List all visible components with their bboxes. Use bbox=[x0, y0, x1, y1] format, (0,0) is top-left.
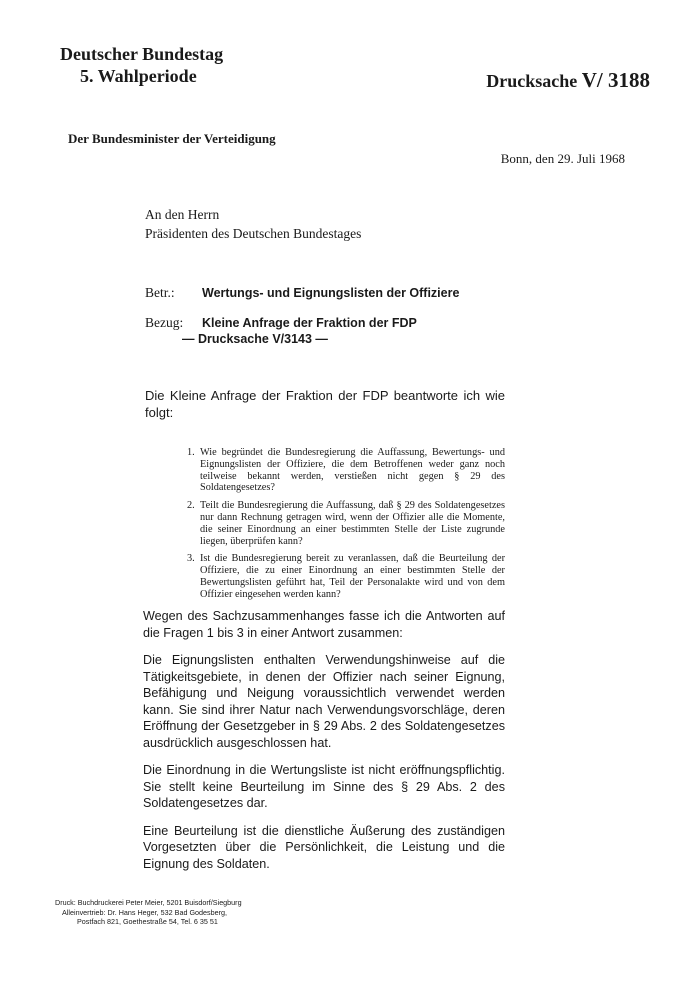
drucksache-label: Drucksache bbox=[486, 71, 578, 91]
question-list bbox=[187, 447, 505, 607]
address-line-1: An den Herrn bbox=[145, 207, 220, 222]
bundestag-header bbox=[60, 43, 223, 87]
answer-paragraph: Eine Beurteilung ist die dienstliche Äußerung des zuständigen Vorgesetzten über die Persönlichkeit, die Leistung und die Eignung des Soldaten. bbox=[143, 823, 505, 871]
question-item bbox=[187, 500, 505, 547]
question-item bbox=[187, 553, 505, 600]
imprint-line-1: Druck: Buchdruckerei Peter Meier, 5201 Buisdorf/Siegburg bbox=[55, 898, 242, 907]
bundestag-title: Deutscher Bundestag bbox=[60, 44, 224, 64]
subject-label: Betr.: bbox=[145, 285, 175, 300]
question-item bbox=[187, 447, 505, 494]
imprint-line-2: Alleinvertrieb: Dr. Hans Heger, 532 Bad Godesberg, bbox=[62, 907, 228, 917]
answer-paragraph: Wegen des Sachzusammenhanges fasse ich die Antworten auf die Fragen 1 bis 3 in einer Antwort zusammen: bbox=[143, 609, 505, 640]
printer-imprint bbox=[55, 898, 242, 927]
question-number: 1. bbox=[187, 447, 195, 458]
drucksache-number bbox=[486, 68, 650, 93]
address-line-2: Präsidenten des Deutschen Bundestages bbox=[145, 226, 362, 241]
reference-line-2: — Drucksache V/3143 — bbox=[182, 332, 328, 346]
subject-line bbox=[145, 285, 459, 301]
reference-line-1: Kleine Anfrage der Fraktion der FDP bbox=[202, 316, 417, 330]
intro-paragraph: Die Kleine Anfrage der Fraktion der FDP beantworte ich wie folgt: bbox=[145, 388, 505, 420]
question-text: Wie begründet die Bundesregierung die Auffassung, Bewertungs- und Eignungslisten der Offiziere, die dem Betroffenen weder ganz noch teilweise bekannt werden, verstießen nicht gegen § 29 des Soldatengesetzes? bbox=[200, 447, 505, 494]
question-number: 3. bbox=[187, 553, 195, 565]
drucksache-id: V/ 3188 bbox=[581, 68, 650, 92]
answer-paragraph: Die Eignungslisten enthalten Verwendungshinweise auf die Tätigkeitsgebiete, in denen der Offizier nach seiner Eignung, Befähigung und Neigung voraussichtlich verwendet werden kann. Sie sind ihrer Natur nach Verwendungsvorschläge, deren Eröffnung der Gesetzgeber in § 29 Abs. 2 des Soldatengesetzes ausdrücklich ausgeschlossen hat. bbox=[143, 653, 505, 750]
place-date: Bonn, den 29. Juli 1968 bbox=[500, 151, 625, 166]
recipient-address bbox=[145, 205, 361, 243]
wahlperiode: 5. Wahlperiode bbox=[80, 66, 197, 86]
question-text: Ist die Bundesregierung bereit zu veranlassen, daß die Beurteilung der Offiziere, die zu einer Einordnung an einer bestimmten Stelle der Bewertungslisten geführt hat, Teil der Personalakte wird und von dem Offizier eingesehen werden kann? bbox=[200, 553, 505, 600]
answer-body bbox=[143, 608, 505, 883]
reference-block bbox=[145, 315, 417, 347]
subject-text: Wertungs- und Eignungslisten der Offiziere bbox=[202, 286, 460, 300]
sender: Der Bundesminister der Verteidigung bbox=[68, 131, 276, 146]
imprint-line-3: Postfach 821, Goethestraße 54, Tel. 6 35 51 bbox=[77, 917, 218, 926]
answer-paragraph: Die Einordnung in die Wertungsliste ist nicht eröffnungspflichtig. Sie stellt keine Beurteilung im Sinne des § 29 Abs. 2 des Soldatengesetzes dar. bbox=[143, 763, 505, 810]
question-number: 2. bbox=[187, 500, 195, 512]
reference-label: Bezug: bbox=[145, 315, 184, 330]
question-text: Teilt die Bundesregierung die Auffassung, daß § 29 des Soldatengesetzes nur dann Rechnung getragen wird, wenn der Offizier alle die Momente, die seiner Einordnung an einer bestimmten Stelle der Liste zugrunde liegen, überprüfen kann? bbox=[200, 500, 505, 547]
